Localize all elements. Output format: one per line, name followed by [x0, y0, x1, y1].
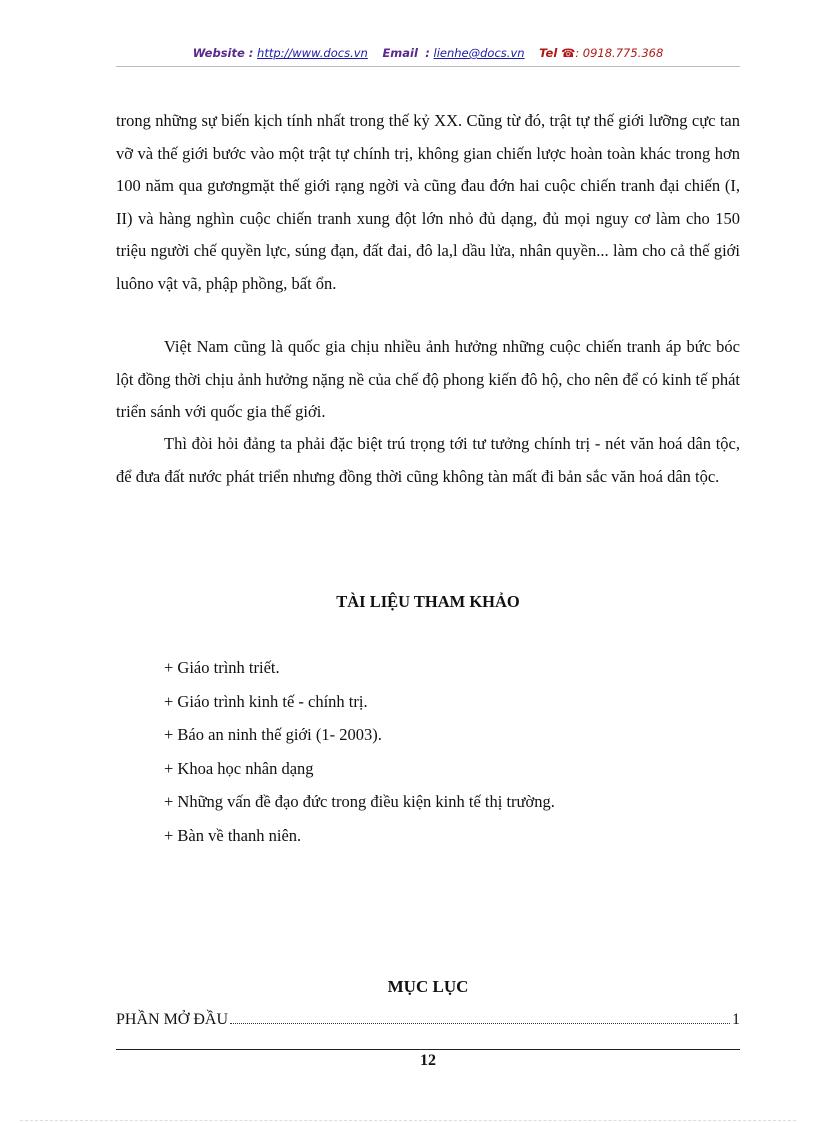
page-header: [116, 46, 740, 60]
page-bottom-border: [20, 1120, 796, 1121]
toc-leader-dots: [230, 1023, 730, 1024]
toc-entry-label: PHẦN MỞ ĐẦU: [116, 1011, 229, 1028]
reference-item: + Những vấn đề đạo đức trong điều kiện kinh tế thị trường.: [164, 792, 555, 812]
website-label: Website :: [192, 46, 254, 60]
reference-item: + Bàn về thanh niên.: [164, 825, 302, 845]
email-link[interactable]: lienhe@docs.vn: [433, 46, 525, 60]
email-separator: :: [425, 46, 430, 60]
toc-entry[interactable]: [116, 1011, 740, 1029]
page-number: 12: [420, 1052, 436, 1069]
references-title: TÀI LIỆU THAM KHẢO: [336, 592, 520, 611]
body-paragraph-3: Thì đòi hỏi đảng ta phải đặc biệt trú trọng tới tư tưởng chính trị - nét văn hoá dân tộc, để đưa đất nước phát triển nhưng đồng thời cũng không tàn mất đi bản sắc văn hoá dân tộc.: [116, 434, 740, 486]
body-paragraph-2: Việt Nam cũng là quốc gia chịu nhiều ảnh hưởng những cuộc chiến tranh áp bức bóc lột đồng thời chịu ảnh hưởng nặng nề của chế độ phong kiến đô hộ, cho nên để có kinh tế phát triển sánh với quốc gia thế giới.: [116, 337, 740, 421]
reference-item: + Báo an ninh thế giới (1- 2003).: [164, 725, 382, 745]
website-link[interactable]: http://www.docs.vn: [257, 46, 368, 60]
body-paragraph-1: trong những sự biến kịch tính nhất trong thế kỷ XX. Cũng từ đó, trật tự thế giới lưỡng cực tan vỡ và thế giới bước vào một trật tự chính trị, không gian chiến lược hoàn toàn khác trong hơn 100 năm qua gươngmặt thế giới rạng ngời và cũng đau đớn hai cuộc chiến tranh đại chiến (I, II) và hàng nghìn cuộc chiến tranh xung đột lớn nhỏ đủ dạng, đủ mọi nguy cơ làm cho 150 triệu người chế quyền lực, súng đạn, đất đai, đô la,l dầu lửa, nhân quyền... làm cho cả thế giới luôno vật vã, phập phồng, bất ổn.: [116, 111, 740, 293]
references-list: [164, 651, 555, 853]
reference-item: + Khoa học nhân dạng: [164, 758, 314, 778]
reference-item: + Giáo trình kinh tế - chính trị.: [164, 691, 368, 711]
tel-label: Tel: [539, 46, 558, 60]
header-divider: [116, 66, 740, 67]
phone-icon: ☎: [560, 46, 576, 60]
tel-number: : 0918.775.368: [575, 46, 664, 60]
reference-item: + Giáo trình triết.: [164, 658, 280, 677]
toc-title: MỤC LỤC: [387, 977, 469, 996]
email-label: Email: [382, 46, 418, 60]
toc-entry-page: 1: [732, 1011, 740, 1028]
footer-divider: [116, 1049, 740, 1050]
